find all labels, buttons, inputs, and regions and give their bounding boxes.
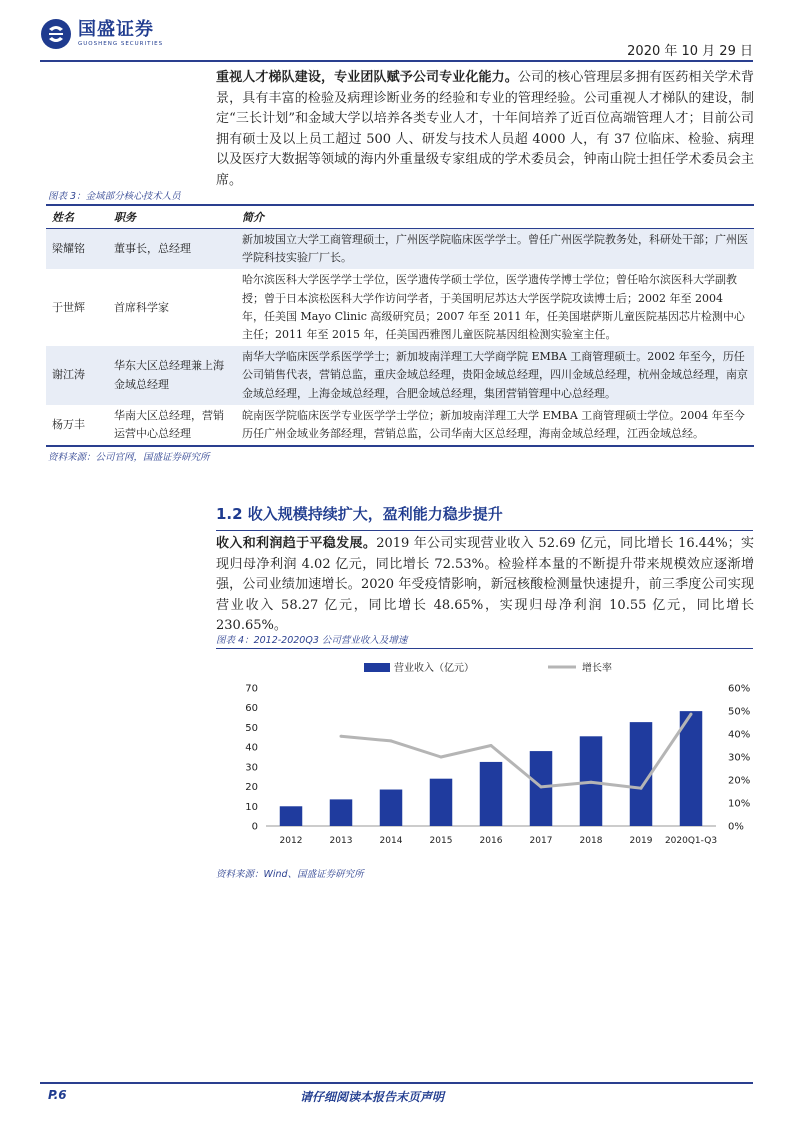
- right-tick-label: 50%: [728, 706, 751, 718]
- staff-role: 董事长，总经理: [108, 229, 236, 270]
- staff-bio: 哈尔滨医科大学医学学士学位，医学遗传学硕士学位，医学遗传学博士学位；曾任哈尔滨医科大学副教授；曾于日本滨松医科大学作访问学者，于美国明尼苏达大学医学院攻读博士后；2002 年至 2004 年，任美国 Mayo Clinic 高级研究员；2007 年至 2011 年，任美国堪萨斯儿童医院基因芯片检测中心主任；2011 年至 2015 年，任美国西雅图儿童医院基因组检测实验室主任。: [242, 273, 745, 342]
- page-number: P.6: [48, 1088, 67, 1102]
- legend-bar-swatch: [364, 663, 390, 672]
- revenue-bar: [430, 779, 453, 826]
- revenue-bar: [330, 799, 353, 826]
- section-title: 1.2 收入规模持续扩大，盈利能力稳步提升: [216, 505, 503, 523]
- revenue-paragraph: [216, 534, 754, 637]
- left-tick-label: 50: [245, 722, 258, 734]
- revenue-bar: [280, 806, 303, 826]
- chart-caption: 图表 4：2012-2020Q3 公司营业收入及增速: [216, 635, 408, 646]
- left-tick-label: 70: [245, 683, 258, 695]
- legend-line-label: 增长率: [582, 663, 612, 674]
- category-label: 2019: [629, 836, 653, 846]
- header-divider: [40, 60, 753, 62]
- revenue-paragraph-text: 2019 年公司实现营业收入 52.69 亿元，同比增长 16.44%；实现归母净利润 4.02 亿元，同比增长 72.53%。检验样本量的不断提升带来规模效应逐渐增强，公司业绩加速增长。2020 年受疫情影响，新冠核酸检测量快速提升，前三季度公司实现营业收入 58.27 亿元，同比增长 48.65%，实现归母净利润 10.55 亿元，同比增长 230.65%。: [216, 536, 754, 633]
- revenue-bar: [480, 762, 503, 826]
- category-label: 2017: [529, 836, 553, 846]
- table-row: [46, 405, 754, 446]
- staff-role: 华南大区总经理，营销运营中心总经理: [108, 405, 236, 446]
- right-tick-label: 30%: [728, 752, 751, 764]
- logo-icon: [40, 18, 72, 50]
- talent-paragraph-lead: 重视人才梯队建设，专业团队赋予公司专业化能力。: [216, 70, 518, 85]
- left-tick-label: 40: [245, 742, 258, 754]
- staff-name: 梁耀铭: [46, 229, 108, 270]
- left-tick-label: 10: [245, 801, 258, 813]
- staff-name: 杨万丰: [46, 405, 108, 446]
- table-source: 资料来源：公司官网，国盛证券研究所: [48, 452, 210, 463]
- growth-rate-point: [390, 739, 393, 742]
- section-divider: [216, 530, 753, 531]
- revenue-bar: [380, 790, 403, 826]
- disclaimer-note: 请仔细阅读本报告末页声明: [300, 1090, 445, 1104]
- staff-name: 于世辉: [52, 300, 85, 314]
- table-header-row: [46, 205, 754, 229]
- chart-source: 资料来源：Wind、国盛证券研究所: [216, 869, 364, 880]
- header-name: 姓名: [46, 205, 108, 229]
- left-tick-label: 0: [251, 821, 258, 833]
- right-tick-label: 40%: [728, 729, 751, 741]
- category-label: 2012: [279, 836, 303, 846]
- talent-paragraph: [216, 68, 754, 191]
- right-tick-label: 60%: [728, 683, 751, 695]
- legend-bar-label: 营业收入（亿元）: [394, 663, 474, 674]
- growth-rate-point: [640, 787, 643, 790]
- staff-bio: 皖南医学院临床医学专业医学学士学位；新加坡南洋理工大学 EMBA 工商管理硕士学位。2004 年至今历任广州金域业务部经理，营销总监，公司华南大区总经理，海南金域总经理，江西金域总经。: [236, 405, 754, 446]
- left-tick-label: 60: [245, 703, 258, 715]
- table-row: [46, 229, 754, 270]
- category-label: 2018: [579, 836, 603, 846]
- category-label: 2016: [479, 836, 503, 846]
- growth-rate-point: [440, 756, 443, 759]
- footer-divider: [40, 1082, 753, 1084]
- category-label: 2014: [379, 836, 403, 846]
- staff-bio: 新加坡国立大学工商管理硕士，广州医学院临床医学学士。曾任广州医学院教务处，科研处干部；广州医学院科技实验厂厂长。: [236, 229, 754, 270]
- left-tick-label: 20: [245, 782, 258, 794]
- growth-rate-point: [340, 735, 343, 738]
- growth-rate-point: [540, 785, 543, 788]
- staff-role: 华东大区总经理兼上海金域总经理: [108, 346, 236, 405]
- right-tick-label: 0%: [728, 821, 744, 833]
- table-row: [46, 346, 754, 405]
- category-label: 2020Q1-Q3: [664, 836, 718, 846]
- revenue-chart: [216, 648, 754, 864]
- report-date: 2020 年 10 月 29 日: [627, 44, 753, 59]
- revenue-bar: [530, 751, 553, 826]
- header-bio: 简介: [236, 205, 754, 229]
- talent-paragraph-text: 公司的核心管理层多拥有医药相关学术背景，具有丰富的检验及病理诊断业务的经验和专业的管理经验。公司重视人才梯队的建设，制定“三长计划”和金域大学以培养各类专业人才，十年间培养了近百位高端管理人才；目前公司拥有硕士及以上员工超过 500 人、研发与技术人员超 4000 人，有 37 位临床、检验、病理以及医疗大数据等领域的海内外重量级专家组成的学术委员会，钟南山院士担任学术委员会主席。: [216, 70, 754, 188]
- company-logo: [40, 18, 163, 50]
- left-tick-label: 30: [245, 762, 258, 774]
- core-staff-table: [46, 204, 754, 447]
- staff-bio: 南华大学临床医学系医学学士；新加坡南洋理工大学商学院 EMBA 工商管理硕士。2002 年至今，历任公司销售代表，营销总监，重庆金域总经理，贵阳金域总经理，四川金域总经理，杭州金域总经理，南京金域总经理，上海金域总经理，合肥金域总经理，集团营销管理中心总经理。: [236, 346, 754, 405]
- table-caption: 图表 3：金域部分核心技术人员: [48, 191, 181, 202]
- category-label: 2013: [329, 836, 353, 846]
- staff-name: 谢江涛: [46, 346, 108, 405]
- right-tick-label: 20%: [728, 775, 751, 787]
- category-label: 2015: [429, 836, 453, 846]
- staff-role: 首席科学家: [114, 300, 169, 314]
- growth-rate-point: [590, 781, 593, 784]
- table-row: [46, 269, 754, 346]
- growth-rate-point: [490, 744, 493, 747]
- revenue-paragraph-lead: 收入和利润趋于平稳发展。: [216, 536, 377, 551]
- right-tick-label: 10%: [728, 798, 751, 810]
- logo-english: GUOSHENG SECURITIES: [78, 41, 164, 47]
- logo-name: 国盛证券: [78, 19, 154, 40]
- header-role: 职务: [108, 205, 236, 229]
- growth-rate-point: [690, 713, 693, 716]
